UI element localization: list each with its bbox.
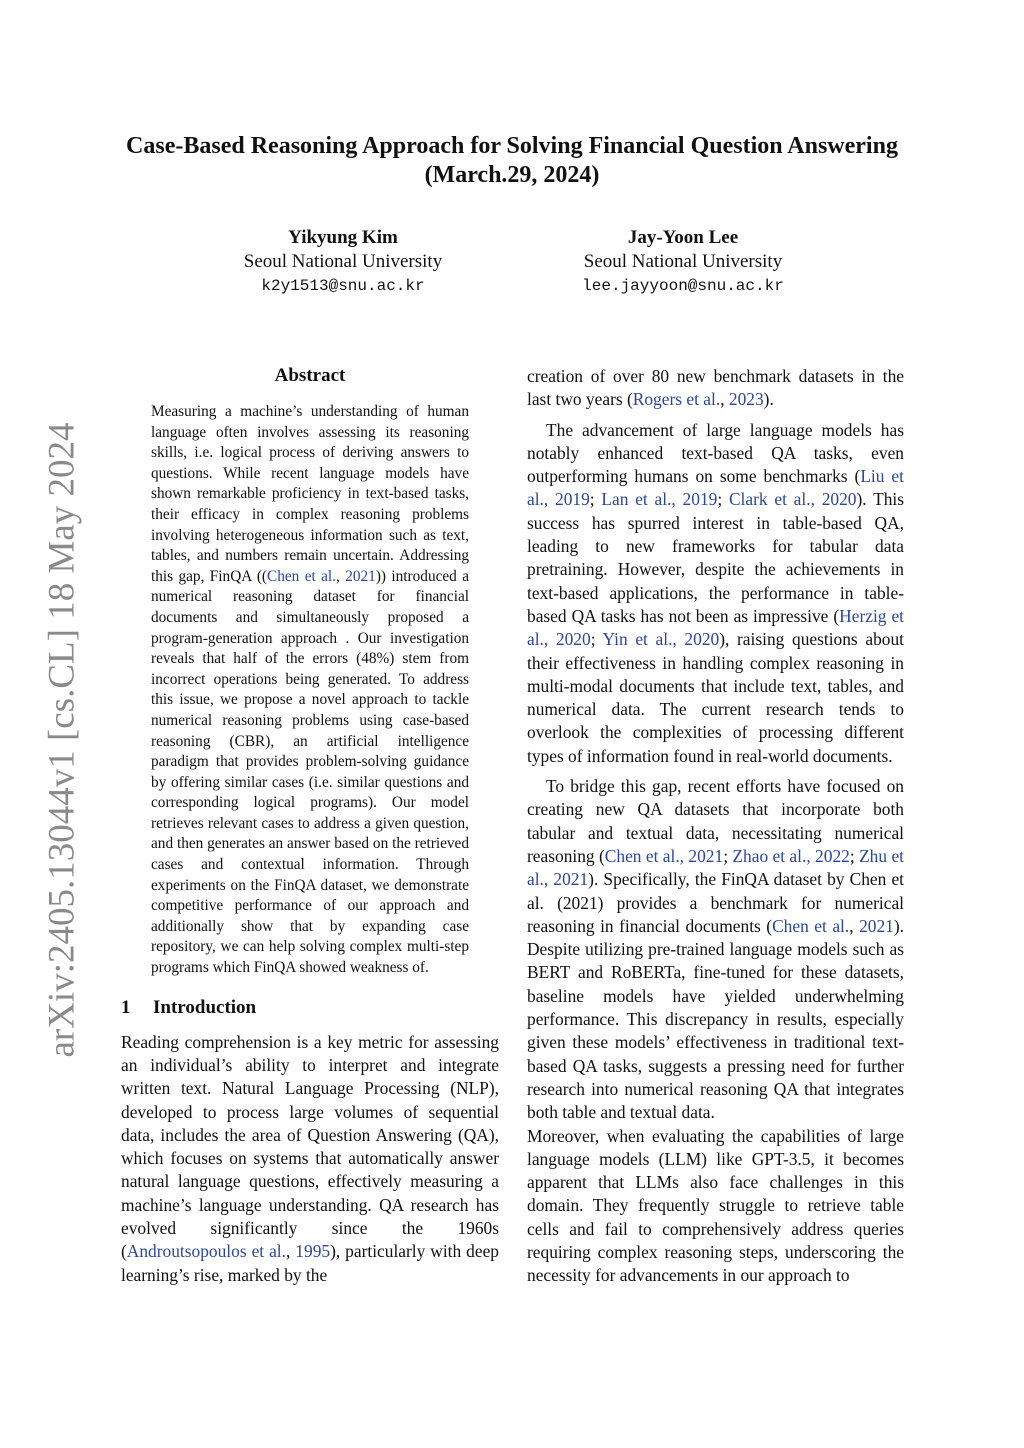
author-block-1 [183,226,503,298]
intro-paragraph-3: To bridge this gap, recent efforts have focused on creating new QA datasets that incorporate both tabular and textual data, necessitating numerical reasoning (Chen et al., 2021; Zhao et al., 2022; Zhu et al., 2021). Specifically, the FinQA dataset by Chen et al. (2021) provides a benchmark for numerical reasoning in financial documents (Chen et al., 2021). Despite utilizing pre-trained language models such as BERT and RoBERTa, fine-tuned for these datasets, baseline models have yielded underwhelming performance. This discrepancy in results, especially given these models’ effectiveness in traditional text-based QA tasks, suggests a pressing need for further research into numerical reasoning QA that integrates both table and textual data. [527,776,904,1123]
intro-paragraph-1: Reading comprehension is a key metric for assessing an individual’s ability to interpret and integrate written text. Natural Language Processing (NLP), developed to process large volumes of sequential data, includes the area of Question Answering (QA), which focuses on systems that automatically answer natural language questions, effectively measuring a machine’s language understanding. QA research has evolved significantly since the 1960s (Androutsopoulos et al., 1995), particularly with deep learning’s rise, marked by the [121,1031,499,1285]
author-affiliation: Seoul National University [243,251,443,272]
right-column [527,365,904,1288]
author-name: Yikyung Kim [288,227,398,248]
citation-link[interactable]: 2021 [345,567,376,585]
section-heading: 1 Introduction [121,996,257,1018]
citation-link[interactable]: Yin et al., 2020 [602,629,720,650]
author-email: k2y1513@snu.ac.kr [261,277,425,295]
citation-link[interactable]: Herzig et al., 2020 [527,605,905,650]
citation-link[interactable]: Lan et al., 2019 [601,489,718,510]
citation-link[interactable]: Chen et al. [267,567,337,585]
citation-link[interactable]: Clark et al., 2020 [728,489,857,510]
citation-link[interactable]: Zhao et al., 2022 [732,845,850,866]
author-name: Jay-Yoon Lee [627,227,739,248]
intro-paragraph-2: The advancement of large language models has notably enhanced text-based QA tasks, even outperforming humans on some benchmarks (Liu et al., 2019; Lan et al., 2019; Clark et al., 2020). This success has spurred interest in table-based QA, leading to new frameworks for tabular data pretraining. However, despite the achievements in text-based applications, the performance in table-based QA tasks has not been as impressive (Herzig et al., 2020; Yin et al., 2020), raising questions about their effectiveness in handling complex reasoning in multi-modal documents that include text, tables, and numerical data. The current research tends to overlook the complexities of processing different types of information found in real-world documents. [527,419,905,766]
citation-link[interactable]: Chen et al. [772,915,850,936]
author-email: lee.jayyoon@snu.ac.kr [582,277,784,295]
intro-paragraph-1-tail: creation of over 80 new benchmark datasets in the last two years (Rogers et al., 2023). [527,366,904,410]
citation-link[interactable]: 2023 [728,389,764,410]
arxiv-identifier: arXiv:2405.13044v1 [cs.CL] 18 May 2024 [41,422,83,1058]
abstract-heading: Abstract [274,365,346,386]
title-line-2: (March.29, 2024) [424,162,600,188]
title-line-1: Case-Based Reasoning Approach for Solving Financial Question Answering [126,133,898,159]
paper-title [90,132,934,190]
citation-link[interactable]: 1995 [295,1241,331,1262]
intro-paragraph-4: Moreover, when evaluating the capabilities of large language models (LLM) like GPT-3.5, it becomes apparent that LLMs also face challenges in this domain. They frequently struggle to retrieve table cells and fail to comprehensively address queries requiring complex reasoning steps, underscoring the necessity for advancements in our approach to [527,1125,904,1286]
author-block-2 [523,226,843,298]
left-column [121,365,499,1287]
citation-link[interactable]: Androutsopoulos et al. [126,1241,286,1262]
citation-link[interactable]: Zhu et al., 2021 [527,845,904,890]
citation-link[interactable]: Rogers et al. [632,389,721,410]
author-affiliation: Seoul National University [583,251,783,272]
citation-link[interactable]: Liu et al., 2019 [527,466,904,510]
citation-link[interactable]: 2021 [859,915,894,936]
abstract-text: Measuring a machine’s understanding of human language often involves assessing its reasoning skills, i.e. logical process of deriving answers to questions. While recent language models have shown remarkable proficiency in text-based tasks, their efficacy in complex reasoning problems involving heterogeneous information such as text, tables, and numbers remain uncertain. Addressing this gap, FinQA ((Chen et al., 2021)) introduced a numerical reasoning dataset for financial documents and simultaneously proposed a program-generation approach . Our investigation reveals that half of the errors (48%) stem from incorrect operations being generated. To address this issue, we propose a novel approach to tackle numerical reasoning problems using case-based reasoning (CBR), an artificial intelligence paradigm that provides problem-solving guidance by offering similar cases (i.e. similar questions and corresponding logical programs). Our model retrieves relevant cases to address a given question, and then generates an answer based on the retrieved cases and contextual information. Through experiments on the FinQA dataset, we demonstrate competitive performance of our approach and additionally show that by expanding case repository, we can help solving complex multi-step programs which FinQA showed weakness of. [151,403,470,977]
citation-link[interactable]: Chen et al., 2021 [604,845,724,866]
